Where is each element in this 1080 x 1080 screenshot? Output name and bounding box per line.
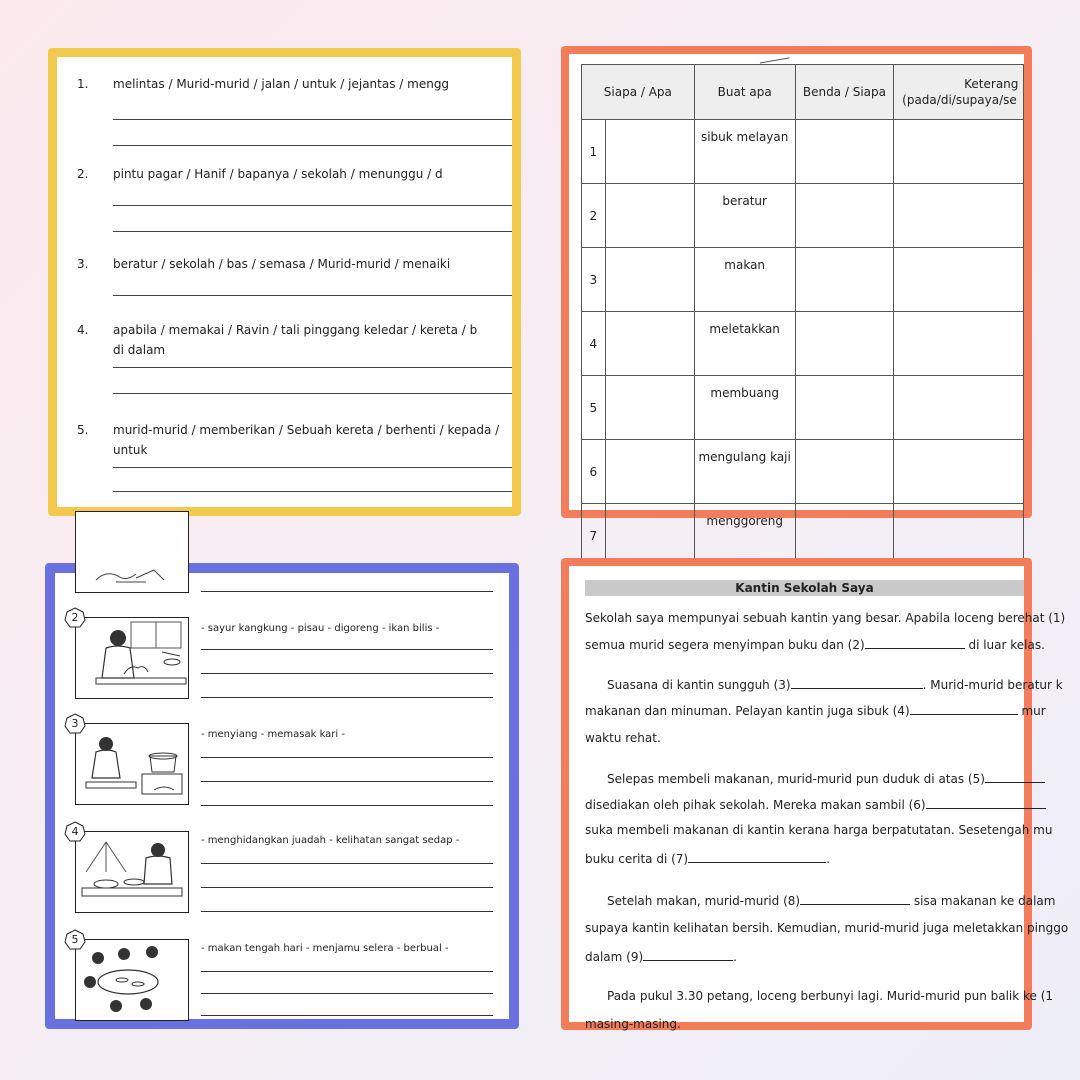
answer-line[interactable] — [201, 781, 493, 782]
blank-8[interactable] — [800, 894, 910, 905]
passage-line: supaya kantin kelihatan bersih. Kemudian, murid-murid juga meletakkan pinggo — [585, 921, 1069, 935]
buat-apa-cell: meletakkan — [694, 312, 795, 376]
jumbled-words: murid-murid / memberikan / Sebuah kereta / berhenti / kepada / — [113, 423, 500, 437]
line-text: . — [733, 950, 737, 964]
jumbled-words: pintu pagar / Hanif / bapanya / sekolah / menunggu / d — [113, 167, 443, 181]
picture-hint: - menghidangkan juadah - kelihatan sangat sedap - — [201, 835, 460, 846]
blank-3[interactable] — [791, 678, 923, 689]
answer-line[interactable] — [113, 467, 512, 468]
line-text: dalam (9) — [585, 950, 644, 964]
answer-line[interactable] — [201, 993, 493, 994]
illustration-drawing — [76, 512, 188, 592]
table-row — [582, 120, 1024, 184]
line-text: . Murid-murid beratur k — [922, 678, 1063, 692]
item-number-badge — [64, 821, 86, 843]
illustration-cooking-vegetables — [76, 618, 188, 698]
picture-illustration-3 — [75, 723, 189, 805]
answer-line[interactable] — [113, 295, 512, 296]
benda-siapa-cell[interactable] — [795, 184, 893, 248]
picture-hint: - makan tengah hari - menjamu selera - berbual - — [201, 943, 449, 954]
jumbled-words: apabila / memakai / Ravin / tali pinggang keledar / kereta / b — [113, 323, 478, 337]
passage-line: suka membeli makanan di kantin kerana harga berpatutatan. Sesetengah mu — [585, 823, 1053, 837]
picture-hint: - sayur kangkung - pisau - digoreng - ikan bilis - — [201, 623, 440, 634]
row-number: 2 — [582, 184, 606, 248]
line-text: . — [826, 852, 830, 866]
header-keterangan-label: Keterang — [964, 76, 1019, 91]
item-number: 2 — [71, 611, 79, 624]
row-number: 6 — [582, 440, 606, 504]
line-text: buku cerita di (7) — [585, 852, 689, 866]
line-text: Suasana di kantin sungguh (3) — [607, 678, 791, 692]
item-number: 3 — [71, 717, 79, 730]
passage-line — [585, 638, 1045, 651]
picture-hint: - menyiang - memasak kari - — [201, 729, 345, 740]
answer-line[interactable] — [201, 863, 493, 864]
passage-title: Kantin Sekolah Saya — [585, 580, 1024, 596]
keterangan-cell[interactable] — [894, 184, 1024, 248]
header-keterangan-hint: (pada/di/supaya/se — [902, 93, 1017, 107]
siapa-apa-cell[interactable] — [605, 120, 694, 184]
keterangan-cell[interactable] — [894, 120, 1024, 184]
keterangan-cell[interactable] — [894, 376, 1024, 440]
benda-siapa-cell[interactable] — [795, 248, 893, 312]
buat-apa-cell: menggoreng — [694, 504, 795, 568]
keterangan-cell[interactable] — [894, 440, 1024, 504]
answer-line[interactable] — [113, 205, 512, 206]
line-text: semua murid segera menyimpan buku dan (2) — [585, 638, 865, 652]
answer-line[interactable] — [113, 231, 512, 232]
benda-siapa-cell[interactable] — [795, 376, 893, 440]
line-text: di luar kelas. — [964, 638, 1045, 652]
jumbled-words: melintas / Murid-murid / jalan / untuk / jejantas / mengg — [113, 77, 450, 91]
header-siapa-apa: Siapa / Apa — [582, 65, 695, 120]
picture-composition-worksheet — [45, 563, 519, 1029]
row-number: 5 — [582, 376, 606, 440]
passage-cloze-worksheet — [561, 558, 1069, 1031]
row-number: 3 — [582, 248, 606, 312]
jumbled-words: beratur / sekolah / bas / semasa / Murid-murid / menaiki — [113, 257, 451, 271]
table-header-row — [582, 65, 1024, 120]
table-row — [582, 376, 1024, 440]
table-row — [582, 312, 1024, 376]
blank-5[interactable] — [985, 772, 1045, 783]
sentence-ordering-worksheet — [48, 48, 521, 516]
keterangan-cell[interactable] — [894, 248, 1024, 312]
passage-line — [607, 678, 1063, 691]
pen-mark — [758, 49, 789, 63]
illustration-serving-food — [76, 832, 188, 912]
keterangan-cell[interactable] — [894, 312, 1024, 376]
siapa-apa-cell[interactable] — [605, 440, 694, 504]
line-text: disediakan oleh pihak sekolah. Mereka makan sambil (6) — [585, 798, 926, 812]
sentence-building-table — [581, 64, 1024, 568]
item-number: 4 — [71, 825, 79, 838]
row-number: 1 — [582, 120, 606, 184]
jumbled-words-continued: untuk — [113, 443, 148, 457]
table-row — [582, 440, 1024, 504]
answer-line[interactable] — [113, 393, 512, 394]
buat-apa-cell: sibuk melayan — [694, 120, 795, 184]
blank-4[interactable] — [910, 704, 1018, 715]
picture-illustration-1 — [75, 511, 189, 593]
jumbled-words-continued: di dalam — [113, 343, 166, 357]
answer-line[interactable] — [201, 697, 493, 698]
answer-line[interactable] — [201, 649, 493, 650]
item-number-badge — [64, 713, 86, 735]
question-number: 3. — [77, 257, 89, 271]
passage-line — [585, 704, 1046, 717]
answer-line[interactable] — [201, 911, 493, 912]
row-number: 7 — [582, 504, 606, 568]
passage-line — [585, 798, 1046, 811]
answer-line[interactable] — [201, 971, 493, 972]
item-number-badge — [64, 929, 86, 951]
buat-apa-cell: beratur — [694, 184, 795, 248]
line-text: mur — [1017, 704, 1046, 718]
answer-line[interactable] — [113, 119, 512, 120]
answer-line[interactable] — [113, 491, 512, 492]
question-number: 4. — [77, 323, 89, 337]
siapa-apa-cell[interactable] — [605, 184, 694, 248]
passage-line: masing-masing. — [585, 1017, 681, 1031]
benda-siapa-cell[interactable] — [795, 312, 893, 376]
table-row — [582, 184, 1024, 248]
passage-line — [585, 852, 830, 865]
buat-apa-cell: mengulang kaji — [694, 440, 795, 504]
passage-line: Sekolah saya mempunyai sebuah kantin yang besar. Apabila loceng berehat (1) — [585, 611, 1066, 625]
picture-illustration-2 — [75, 617, 189, 699]
sentence-table-worksheet — [561, 46, 1032, 543]
illustration-family-lunch — [76, 940, 188, 1020]
answer-line[interactable] — [201, 591, 493, 592]
line-text: Setelah makan, murid-murid (8) — [607, 894, 801, 908]
row-number: 4 — [582, 312, 606, 376]
blank-7[interactable] — [688, 852, 826, 863]
blank-9[interactable] — [643, 950, 733, 961]
passage-line: waktu rehat. — [585, 731, 661, 745]
benda-siapa-cell[interactable] — [795, 440, 893, 504]
item-number-badge — [64, 607, 86, 629]
illustration-cooking-curry — [76, 724, 188, 804]
buat-apa-cell: makan — [694, 248, 795, 312]
answer-line[interactable] — [201, 887, 493, 888]
header-buat-apa: Buat apa — [694, 65, 795, 120]
siapa-apa-cell[interactable] — [605, 376, 694, 440]
answer-line[interactable] — [201, 805, 493, 806]
benda-siapa-cell[interactable] — [795, 120, 893, 184]
answer-line[interactable] — [113, 145, 512, 146]
passage-line — [585, 950, 737, 963]
answer-line[interactable] — [201, 1015, 493, 1016]
question-number: 1. — [77, 77, 89, 91]
picture-illustration-4 — [75, 831, 189, 913]
line-text: Selepas membeli makanan, murid-murid pun duduk di atas (5) — [607, 772, 985, 786]
picture-illustration-5 — [75, 939, 189, 1021]
header-keterangan — [894, 65, 1024, 120]
blank-2[interactable] — [865, 638, 965, 649]
table-row — [582, 248, 1024, 312]
line-text: sisa makanan ke dalam — [910, 894, 1056, 908]
answer-line[interactable] — [201, 757, 493, 758]
siapa-apa-cell[interactable] — [605, 312, 694, 376]
question-number: 5. — [77, 423, 89, 437]
line-text: makanan dan minuman. Pelayan kantin juga sibuk (4) — [585, 704, 910, 718]
item-number: 5 — [71, 933, 79, 946]
passage-line: Pada pukul 3.30 petang, loceng berbunyi lagi. Murid-murid pun balik ke (1 — [607, 989, 1054, 1003]
header-benda-siapa: Benda / Siapa — [795, 65, 893, 120]
passage-line — [607, 772, 1045, 785]
passage-line — [607, 894, 1055, 907]
siapa-apa-cell[interactable] — [605, 248, 694, 312]
blank-6[interactable] — [926, 798, 1046, 809]
question-number: 2. — [77, 167, 89, 181]
buat-apa-cell: membuang — [694, 376, 795, 440]
answer-line[interactable] — [113, 367, 512, 368]
answer-line[interactable] — [201, 673, 493, 674]
